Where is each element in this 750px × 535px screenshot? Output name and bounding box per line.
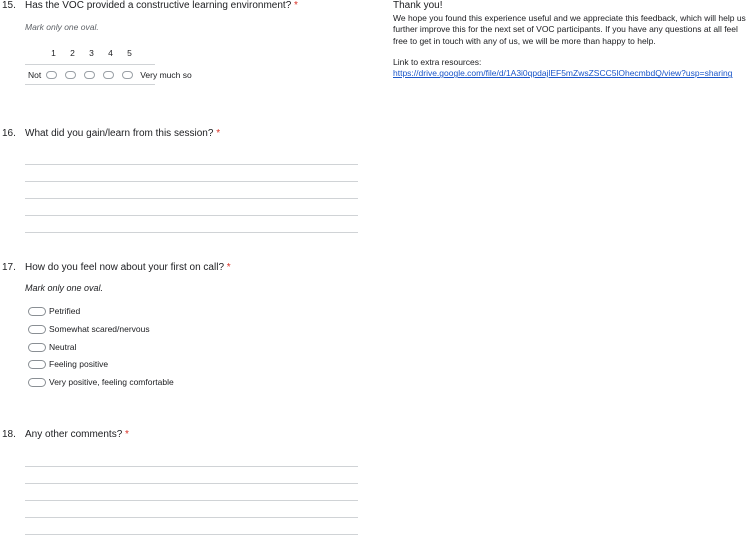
q15-scale-row: [28, 70, 192, 80]
q18-required-asterisk: *: [125, 429, 129, 440]
q15-oval-5[interactable]: [122, 71, 133, 79]
scale-number-3: 3: [89, 48, 94, 58]
q16-answer-line-5[interactable]: [25, 232, 358, 233]
q17-option-3[interactable]: [28, 342, 76, 352]
q15-oval-1[interactable]: [46, 71, 57, 79]
scale-number-2: 2: [70, 48, 75, 58]
q17-option-2[interactable]: [28, 324, 150, 334]
q16-answer-line-4[interactable]: [25, 215, 358, 216]
q15-low-label: Not: [28, 70, 42, 80]
q17-option-1-oval[interactable]: [28, 307, 46, 316]
q16-answer-line-1[interactable]: [25, 164, 358, 165]
q15-oval-2[interactable]: [65, 71, 76, 79]
q15-high-label: Very much so: [140, 70, 192, 80]
q16-required-asterisk: *: [216, 128, 221, 139]
q17-option-2-oval[interactable]: [28, 325, 46, 334]
q17-option-4[interactable]: [28, 359, 108, 369]
q17-option-3-oval[interactable]: [28, 343, 46, 352]
q17-option-3-label: Neutral: [49, 342, 77, 352]
q16-title: [25, 128, 220, 139]
q18-answer-line-4[interactable]: [25, 517, 358, 518]
q17-title-text: How do you feel now about your first on call?: [25, 262, 224, 273]
q15-scale-numbers: [44, 48, 139, 58]
q16-answer-line-3[interactable]: [25, 198, 358, 199]
q15-required-asterisk: *: [294, 0, 298, 11]
q17-option-5[interactable]: [28, 377, 174, 387]
q15-oval-3[interactable]: [84, 71, 95, 79]
q18-title-text: Any other comments?: [25, 429, 123, 440]
q17-option-2-label: Somewhat scared/nervous: [49, 324, 150, 334]
q15-oval-4[interactable]: [103, 71, 114, 79]
q15-scale-top-rule: [25, 64, 155, 65]
resources-label: Link to extra resources:: [393, 56, 482, 67]
thank-you-body: We hope you found this experience useful and we appreciate this feedback, which will help us further improve this for the next set of VOC participants. If you have any questions at all feel free to get in touch with any of us, we will be more than happy to help.: [393, 13, 746, 46]
q16-title-text: What did you gain/learn from this session?: [25, 128, 214, 139]
q17-option-5-oval[interactable]: [28, 378, 46, 387]
q18-title: [25, 429, 129, 440]
q17-required-asterisk: *: [226, 262, 231, 273]
thank-you-section: [393, 0, 749, 78]
resources-link[interactable]: https://drive.google.com/file/d/1A3i0qpdajlEF5mZwsZSCC5lOhecmbdQ/view?usp=sharing: [393, 68, 733, 79]
scale-number-4: 4: [108, 48, 113, 58]
q16-number: 16.: [2, 128, 16, 139]
q16-answer-line-2[interactable]: [25, 181, 358, 182]
q18-number: 18.: [2, 429, 16, 440]
q17-title: [25, 262, 231, 273]
q15-title-text: Has the VOC provided a constructive learning environment?: [25, 0, 292, 11]
q15-title: [25, 0, 298, 11]
scale-number-1: 1: [51, 48, 56, 58]
q18-answer-line-1[interactable]: [25, 466, 358, 467]
scale-number-5: 5: [127, 48, 132, 58]
q15-number: 15.: [2, 0, 16, 11]
thank-you-heading: Thank you!: [393, 0, 443, 11]
q17-number: 17.: [2, 262, 16, 273]
q17-option-5-label: Very positive, feeling comfortable: [49, 377, 174, 387]
q17-option-4-label: Feeling positive: [49, 359, 109, 369]
q15-scale-bottom-rule: [25, 84, 155, 85]
q15-hint: Mark only one oval.: [25, 22, 99, 32]
q17-option-1-label: Petrified: [49, 306, 81, 316]
q18-answer-line-3[interactable]: [25, 500, 358, 501]
q17-option-4-oval[interactable]: [28, 360, 46, 369]
q18-answer-line-2[interactable]: [25, 483, 358, 484]
q17-hint: Mark only one oval.: [25, 283, 104, 293]
q17-option-1[interactable]: [28, 306, 80, 316]
